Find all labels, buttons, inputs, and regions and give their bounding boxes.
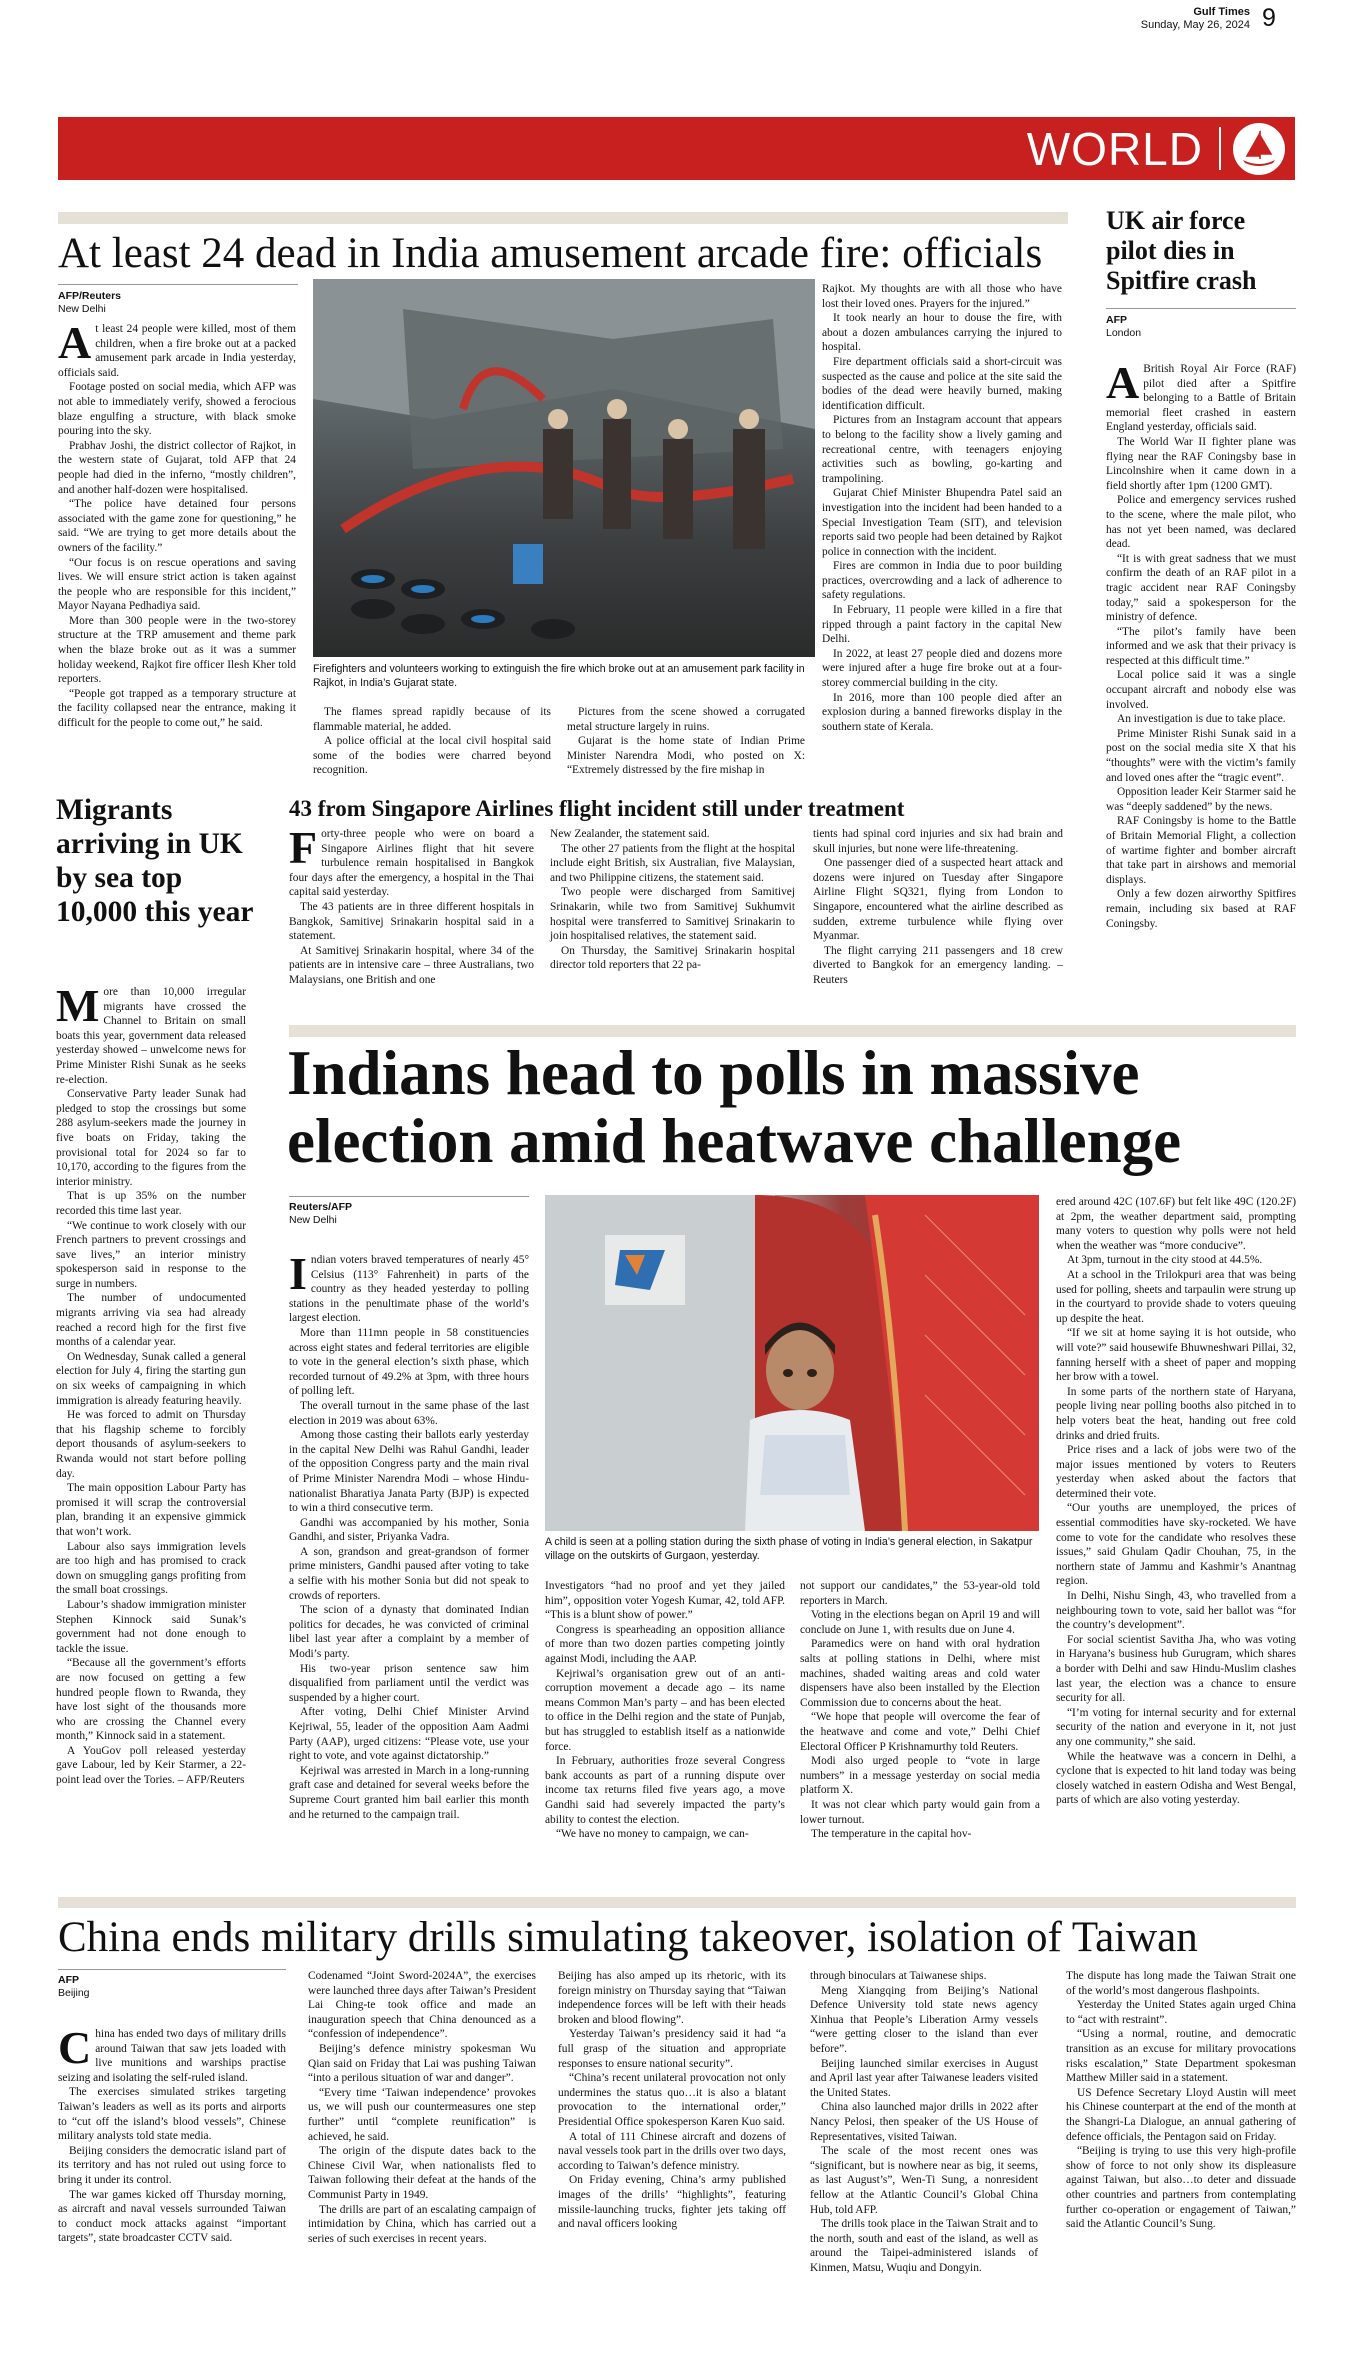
taiwan-byline: [58, 1974, 286, 2000]
taiwan-headline: China ends military drills simulating takeover, isolation of Taiwan: [58, 1914, 1198, 1961]
taiwan-byline-place: Beijing: [58, 1987, 90, 1999]
election-headline-line-1: Indians head to polls in massive: [287, 1038, 1140, 1108]
singapore-dropcap: F: [289, 822, 318, 873]
spitfire-column: A British Royal Air Force (RAF) pilot died after a Spitfire belonging to a Battle of Britain memorial fleet crashed in eastern England yesterday, officials said. The World War II fighter plane was flying near the RAF Coningsby base in Lincolnshire when it came down in a field shortly after 1pm (1200 GMT). Police and emergency services rushed to the scene, where the male pilot, who has not yet been named, was declared dead. “It is with great sadness that we must confirm the death of an RAF pilot in a tragic accident near RAF Coningsby today,” said a spokesperson for the ministry of defence. “The pilot’s family have been informed and we ask that their privacy is respected at this difficult time.” Local police said it was a single occupant aircraft and nobody else was involved. An investigation is due to take place. Prime Minister Rishi Sunak said in a post on the social media site X that his “thoughts” were with the victim’s family and loved ones after the “tragic event”. Opposition leader Keir Starmer said he was “deeply saddened” by the news. RAF Coningsby is home to the Battle of Britain Memorial Flight, a collection of wartime fighter and bomber aircraft that take part in airshows and memorial displays. Only a few dozen airworthy Spitfires remain, including six based at RAF Coningsby.: [1106, 357, 1296, 930]
fire-column-2: The flames spread rapidly because of its flammable material, he added. A police official at the local civil hospital said some of the bodies were charred beyond recognition.: [313, 706, 551, 777]
election-dropcap: I: [289, 1248, 307, 1299]
section-banner: [58, 117, 1295, 180]
fire-column-1: At least 24 people were killed, most of them children, when a fire broke out at a packed amusement park arcade in India yesterday, officials said. Footage posted on social media, which AFP was not able to immediately verify, showed a ferocious blaze engulfing a structure, with black smoke pouring into the sky. Prabhav Joshi, the district collector of Rajkot, in the western state of Gujarat, told AFP that 24 people had died in the inferno, “mostly children”, and another half-dozen were hospitalised. “The police have detained four persons associated with the game zone for questioning,” he said. “We are trying to get more details about the owners of the facility.” “Our focus is on rescue operations and saving lives. We will ensure strict action is taken against the people who are responsible for this incident,” Mayor Nayana Pedhadiya said. More than 300 people were in the two-storey structure at the TRP amusement and theme park when the blaze broke out as it was a summer holiday weekend, Rajkot fire officer Ilesh Kher told reporters. “People got trapped as a temporary structure at the facility collapsed near the entrance, making it difficult for the people to come out,” he said.: [58, 317, 296, 730]
spitfire-dropcap: A: [1106, 357, 1140, 408]
fire-byline-agency: AFP/Reuters: [58, 290, 122, 302]
fire-column-3: Pictures from the scene showed a corrugated metal structure largely in ruins. Gujarat is the home state of Indian Prime Minister Narendra Modi, who posted on X: “Extremely distressed by the fire mishap in: [567, 706, 805, 777]
masthead-paper: Gulf Times: [1193, 6, 1250, 18]
election-headline-line-2: election amid heatwave challenge: [287, 1106, 1182, 1176]
taiwan-column-1: China has ended two days of military drills around Taiwan that saw jets loaded with live munitions and warships practise seizing and isolating the self-ruled island. The exercises simulated strikes targeting Taiwan’s leaders as well as its ports and airports to “cut off the island’s blood vessels”, Chinese military analysts told state media. Beijing considers the democratic island part of its territory and has not ruled out using force to bring it under its control. The war games kicked off Thursday morning, as aircraft and naval vessels surrounded Taiwan to conduct mock attacks against “important targets”, state broadcaster CCTV said.: [58, 2022, 286, 2245]
fire-column-4: Rajkot. My thoughts are with all those who have lost their loved ones. Prayers for the injured.” It took nearly an hour to douse the fire, with about a dozen ambulances carrying the injured to hospital. Fire department officials said a short-circuit was suspected as the cause and police at the site said the bodies of the dead were heavily burned, making identification difficult. Pictures from an Instagram account that appears to belong to the facility show a lively gaming and recreational centre, with teenagers enjoying activities such as bowling, go-karting and trampolining. Gujarat Chief Minister Bhupendra Patel said an investigation into the incident had been handed to a Special Investigation Team (SIT), and television reports said two people had been detained by Rajkot police in connection with the incident. Fires are common in India due to poor building practices, overcrowding and a lack of adherence to safety regulations. In February, 11 people were killed in a fire that ripped through a paint factory in the capital New Delhi. In 2022, at least 27 people died and dozens more were injured after a huge fire broke out at a four-storey commercial building in the city. In 2016, more than 100 people died after an explosion during a banned fireworks display in the southern state of Kerala.: [822, 283, 1062, 733]
fire-photo: [313, 279, 815, 657]
singapore-column-2: New Zealander, the statement said. The other 27 patients from the flight at the hospital include eight British, six Australian, five Malaysian, and two Philippine citizens, the statement said. Two people were discharged from Samitivej Srinakarin, while two from Samitivej Sukhumvit hospital were transferred to Samitivej Srinakarin to join hospitalised relatives, the statement said. On Thursday, the Samitivej Srinakarin hospital director told reporters that 22 pa-: [550, 828, 795, 972]
fire-byline: [58, 290, 298, 316]
election-column-3: not support our candidates,” the 53-year-old told reporters in March. Voting in the elections began on April 19 and will conclude on June 1, with results due on June 4. Paramedics were on hand with oral hydration salts at polling stations in Delhi, where mist machines, shaded waiting areas and cold water dispensers have also been installed by the Election Commission due to concerns about the heat. “We hope that people will overcome the fear of the heatwave and come and vote,” Delhi Chief Electoral Officer P Krishnamurthy told Reuters. Modi also urged people to “vote in large numbers” in a message yesterday on social media platform X. It was not clear which party would gain from a lower turnout. The temperature in the capital hov-: [800, 1580, 1040, 1841]
section-divider: [1219, 127, 1221, 170]
spitfire-headline: UK air force pilot dies in Spitfire crash: [1106, 206, 1257, 295]
election-byline-agency: Reuters/AFP: [289, 1201, 353, 1213]
spitfire-byline-agency: AFP: [1106, 314, 1127, 326]
election-column-2: Investigators “had no proof and yet they jailed him”, opposition voter Yogesh Kumar, 42, told AFP. “This is a blunt show of power.” Congress is spearheading an opposition alliance of more than two dozen parties competing jointly against Modi, including the AAP. Kejriwal’s organisation grew out of an anti-corruption movement a decade ago – its name means Common Man’s party – and has been elected to office in the Delhi region and the state of Punjab, but has struggled to establish itself as a nationwide force. In February, authorities froze several Congress bank accounts as part of a running dispute over income tax returns filed five years ago, a move Gandhi said had severely impacted the party’s ability to contest the election. “We have no money to campaign, we can-: [545, 1580, 785, 1841]
fire-dropcap: A: [58, 317, 92, 368]
taiwan-column-3: Beijing has also amped up its rhetoric, with its foreign ministry on Thursday saying that “Taiwan independence forces will be left with their heads broken and blood flowing”. Yesterday Taiwan’s presidency said it had “a full grasp of the situation and appropriate responses to ensure national security”. “China’s recent unilateral provocation not only undermines the status quo…it is also a blatant provocation to the international order,” Presidential Office spokesperson Karen Kuo said. A total of 111 Chinese aircraft and dozens of naval vessels took part in the drills over two days, according to Taiwan’s defence ministry. On Friday evening, China’s army published images of the drills’ “highlights”, featuring missile-launching trucks, fighter jets taking off and naval officers looking: [558, 1970, 786, 2231]
spitfire-byline: [1106, 314, 1296, 340]
election-byline-place: New Delhi: [289, 1214, 337, 1226]
taiwan-dropcap: C: [58, 2022, 92, 2073]
fire-top-rule: [58, 212, 1068, 224]
taiwan-byline-agency: AFP: [58, 1974, 79, 1986]
fire-photo-caption: Firefighters and volunteers working to extinguish the fire which broke out at an amusement park facility in Rajkot, in India’s Gujarat state.: [313, 663, 805, 689]
singapore-column-3: tients had spinal cord injuries and six had brain and skull injuries, but none were life-threatening. One passenger died of a suspected heart attack and dozens were injured on Tuesday after Singapore Airline Flight SQ321, flying from London to Singapore, encountered what the airline described as sudden, extreme turbulence while flying over Myanmar. The flight carrying 211 passengers and 18 crew diverted to Bangkok for an emergency landing. – Reuters: [813, 828, 1063, 986]
taiwan-column-4: through binoculars at Taiwanese ships. Meng Xiangqing from Beijing’s National Defence University told state news agency Xinhua that People’s Liberation Army vessels “were getting closer to the island than ever before”. Beijing launched similar exercises in August and April last year after Taiwanese leaders visited the United States. China also launched major drills in 2022 after Nancy Pelosi, then speaker of the US House of Representatives, visited Taiwan. The scale of the most recent ones was “significant, but is nowhere near as big, it seems, as last August’s”, Wen-Ti Sung, a nonresident fellow at the Atlantic Council’s Global China Hub, told AFP. The drills took place in the Taiwan Strait and to the north, south and east of the island, as well as around the Taipei-administered islands of Kinmen, Matsu, Wuqiu and Dongyin.: [810, 1970, 1038, 2274]
masthead-date: Sunday, May 26, 2024: [1140, 19, 1250, 31]
migrants-headline: Migrants arriving in UK by sea top 10,000 this year: [56, 794, 254, 928]
election-photo: [545, 1195, 1039, 1531]
election-photo-caption: A child is seen at a polling station during the sixth phase of voting in India’s general election, in Sakatpur village on the outskirts of Gurgaon, yesterday.: [545, 1536, 1033, 1562]
taiwan-column-5: The dispute has long made the Taiwan Strait one of the world’s most dangerous flashpoints. Yesterday the United States again urged China to “act with restraint”. “Using a normal, routine, and democratic transition as an excuse for military provocations risks escalation,” State Department spokesman Matthew Miller said in a statement. US Defence Secretary Lloyd Austin will meet his Chinese counterpart at the end of the month at the Shangri-La Dialogue, an annual gathering of defence officials, the Pentagon said on Friday. “Beijing is trying to use this very high-profile show of force to not only show its displeasure against Taiwan, but also…to deter and dissuade other countries and partners from contemplating further co-operation or engagement of Taiwan,” said the Atlantic Council’s Sung.: [1066, 1970, 1296, 2231]
fire-headline: At least 24 dead in India amusement arcade fire: officials: [58, 230, 1043, 277]
taiwan-column-2: Codenamed “Joint Sword-2024A”, the exercises were launched three days after Taiwan’s President Lai Ching-te took office and made an inauguration speech that China denounced as a “confession of independence”. Beijing’s defence ministry spokesman Wu Qian said on Friday that Lai was pushing Taiwan “into a perilous situation of war and danger”. “Every time ‘Taiwan independence’ provokes us, we will push our countermeasures one step further” until “complete reunification” is achieved, he said. The origin of the dispute dates back to the Chinese Civil War, when nationalists fled to Taiwan following their defeat at the hands of the Communist Party in 1949. The drills are part of an escalating campaign of intimidation by China, which has carried out a series of such exercises in recent years.: [308, 1970, 536, 2245]
migrants-dropcap: M: [56, 980, 100, 1031]
taiwan-top-rule: [58, 1897, 1296, 1908]
election-top-rule: [289, 1025, 1296, 1037]
election-column-1: Indian voters braved temperatures of nearly 45° Celsius (113° Fahrenheit) in parts of the country as they headed yesterday to polling stations in the penultimate phase of the world’s largest election. More than 111mn people in 58 constituencies across eight states and federal territories are eligible to vote in the general election’s sixth phase, which recorded turnout of 49.2% at 3pm, with three hours of polling left. The overall turnout in the same phase of the last election in 2019 was about 63%. Among those casting their ballots early yesterday in the capital New Delhi was Rahul Gandhi, leader of the opposition Congress party and the main rival of Prime Minister Narendra Modi – whose Hindu-nationalist Bharatiya Janata Party (BJP) is expected to win a third consecutive term. Gandhi was accompanied by his mother, Sonia Gandhi, and sister, Priyanka Vadra. A son, grandson and great-grandson of former prime ministers, Gandhi paused after voting to take a selfie with his mother Sonia but did not speak to crowds of reporters. The scion of a dynasty that dominated Indian politics for decades, he was convicted of criminal libel last year after a complaint by a member of Modi’s party. His two-year prison sentence saw him disqualified from parliament until the verdict was suspended by a higher court. After voting, Delhi Chief Minister Arvind Kejriwal, 55, leader of the opposition Aam Aadmi Party (AAP), urged citizens: “Please vote, use your right to vote, and vote against dictatorship.” Kejriwal was arrested in March in a long-running graft case and detained for several weeks before the Supreme Court granted him bail earlier this month and he returned to the campaign trail.: [289, 1248, 529, 1821]
election-byline: [289, 1201, 529, 1227]
singapore-headline: 43 from Singapore Airlines flight incident still under treatment: [289, 796, 905, 821]
migrants-column: More than 10,000 irregular migrants have crossed the Channel to Britain on small boats this year, government data released yesterday showed – unwelcome news for Prime Minister Rishi Sunak as he seeks re-election. Conservative Party leader Sunak had pledged to stop the crossings but some 288 asylum-seekers made the journey in five boats on Friday, taking the provisional total for 2024 so far to 10,170, according to the figures from the interior ministry. That is up 35% on the number recorded this time last year. “We continue to work closely with our French partners to prevent crossings and save lives,” an interior ministry spokesperson said in response to the surge in numbers. The number of undocumented migrants arriving via sea had already reached a record high for the first five months of a calendar year. On Wednesday, Sunak called a general election for July 4, firing the starting gun on six weeks of campaigning in which immigration is already featuring heavily. He was forced to admit on Thursday that his flagship scheme to forcibly deport thousands of asylum-seekers to Rwanda would not start before polling day. The main opposition Labour Party has promised it will scrap the controversial plan, branding it an expensive gimmick that won’t work. Labour also says immigration levels are too high and has promised to crack down on smuggling gangs profiting from the small boat crossings. Labour’s shadow immigration minister Stephen Kinnock said Sunak’s government had not done enough to tackle the issue. “Because all the government’s efforts are now focused on getting a few hundred people flown to Rwanda, they have lost sight of the thousands more who are crossing the Channel every month,” Kinnock said in a statement. A YouGov poll released yesterday gave Labour, led by Keir Starmer, a 22-point lead over the Tories. – AFP/Reuters: [56, 980, 246, 1787]
page-number: 9: [1262, 4, 1276, 32]
election-column-4: ered around 42C (107.6F) but felt like 49C (120.2F) at 2pm, the weather department said, prompting many voters to question why polls were not held when the weather was “more conducive”. At 3pm, turnout in the city stood at 44.5%. At a school in the Trilokpuri area that was being used for polling, sheets and tarpaulin were strung up in the courtyard to provide shade to voters queuing up despite the heat. “If we sit at home saying it is hot outside, who will vote?” said housewife Bhuwneshwari Pillai, 32, fanning herself with a sheet of paper and mopping her brow with a towel. In some parts of the northern state of Haryana, people living near polling booths also pitched in to help voters beat the heat, handing out free cold drinks and dried fruits. Price rises and a lack of jobs were two of the major issues mentioned by voters to Reuters yesterday when asked about the factors that determined their vote. “Our youths are unemployed, the prices of essential commodities have sky-rocketed. We have come to vote for the candidate who resolves these issues,” said Ghulam Qadir Chouhan, 75, in the northern state of Jammu and Kashmir’s Anantnag region. In Delhi, Nishu Singh, 43, who travelled from a neighbouring town to vote, said her ballot was “for the country’s development”. For social scientist Savitha Jha, who was voting in Haryana’s business hub Gurugram, which shares a border with Delhi and saw Hindu-Muslim clashes last year, the election was a chance to ensure security for all. “I’m voting for internal security and for external security of the nation and everyone in it, not just any one community,” she said. While the heatwave was a concern in Delhi, a cyclone that is expected to hit land today was being closely watched in eastern Odisha and West Bengal, parts of which are also voting yesterday.: [1056, 1196, 1296, 1807]
singapore-column-1: Forty-three people who were on board a Singapore Airlines flight that hit severe turbulence remain hospitalised in Bangkok four days after the emergency, a hospital in the Thai capital said yesterday. The 43 patients are in three different hospitals in Bangkok, Samitivej Srinakarin hospital said in a statement. At Samitivej Srinakarin hospital, where 34 of the patients are in intensive care – three Australians, two Malaysians, one British and one: [289, 822, 534, 986]
fire-byline-place: New Delhi: [58, 303, 106, 315]
dhow-logo-icon: [1233, 123, 1285, 175]
spitfire-byline-place: London: [1106, 327, 1142, 339]
section-title: WORLD: [1026, 123, 1203, 175]
